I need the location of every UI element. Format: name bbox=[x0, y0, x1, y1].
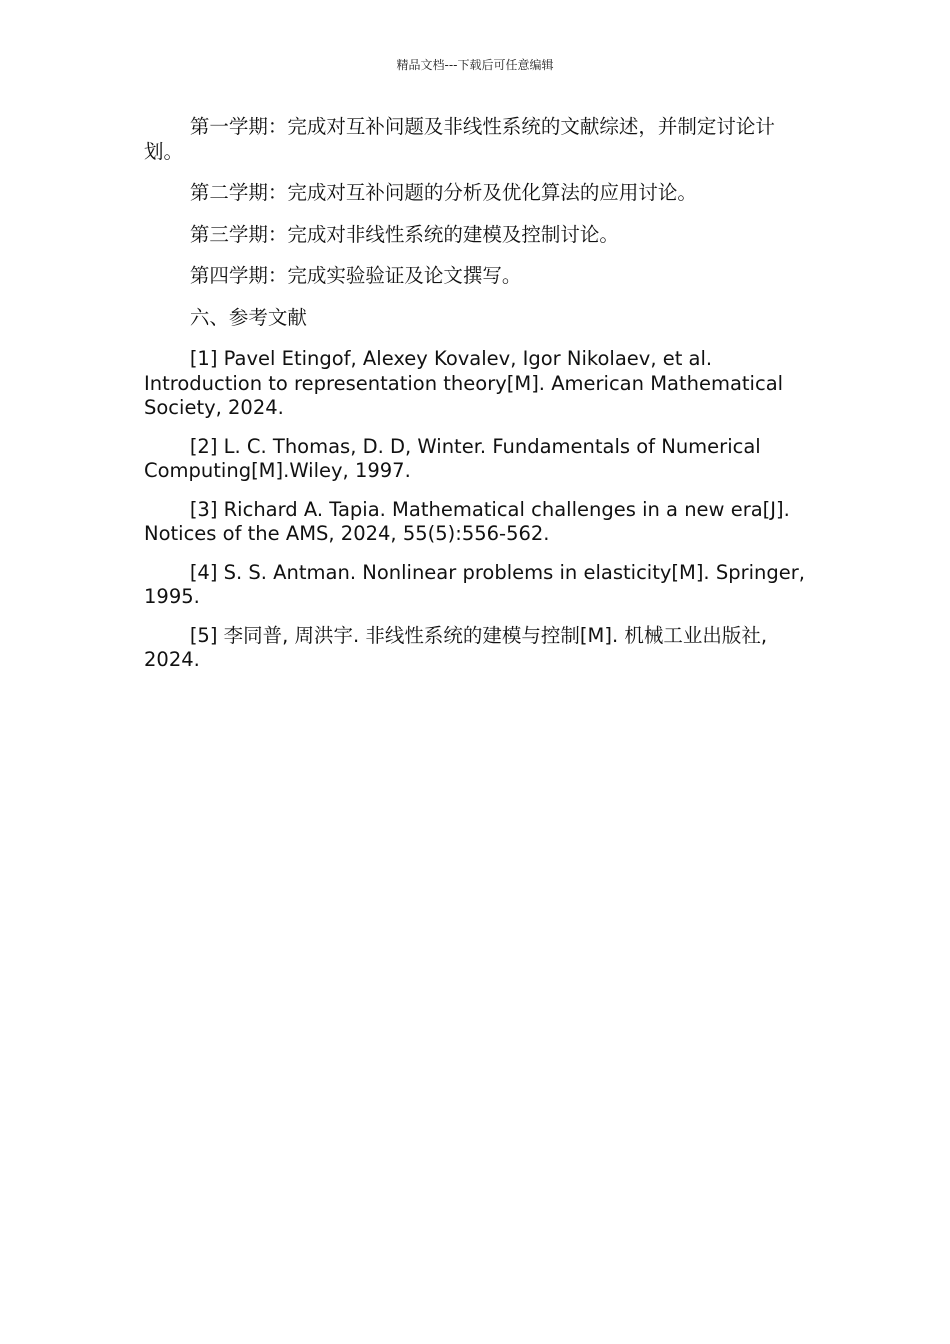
reference-2: [2] L. C. Thomas, D. D, Winter. Fundamentals of Numerical Computing[M].Wiley, 1997. bbox=[144, 434, 761, 482]
references-heading: 六、参考文献 bbox=[189, 305, 307, 329]
schedule-semester-4: 第四学期：完成实验验证及论文撰写。 bbox=[189, 264, 522, 287]
schedule-semester-3: 第三学期：完成对非线性系统的建模及控制讨论。 bbox=[189, 222, 619, 246]
reference-4: [4] S. S. Antman. Nonlinear problems in elasticity[M]. Springer, 1995. bbox=[144, 560, 805, 608]
reference-1: [1] Pavel Etingof, Alexey Kovalev, Igor Nikolaev, et al. Introduction to representation theory[M]. American Mathematical Society, 2024. bbox=[144, 347, 784, 419]
schedule-semester-1: 第一学期：完成对互补问题及非线性系统的文献综述，并制定讨论计划。 bbox=[144, 115, 775, 163]
schedule-semester-2: 第二学期：完成对互补问题的分析及优化算法的应用讨论。 bbox=[189, 181, 697, 204]
reference-5: [5] 李同普, 周洪宇. 非线性系统的建模与控制[M]. 机械工业出版社, 2024. bbox=[144, 623, 768, 671]
document-body bbox=[144, 115, 812, 687]
reference-3: [3] Richard A. Tapia. Mathematical challenges in a new era[J]. Notices of the AMS, 2024, 55(5):556-562. bbox=[144, 497, 790, 545]
page-header: 精品文档---下载后可任意编辑 bbox=[396, 58, 554, 72]
